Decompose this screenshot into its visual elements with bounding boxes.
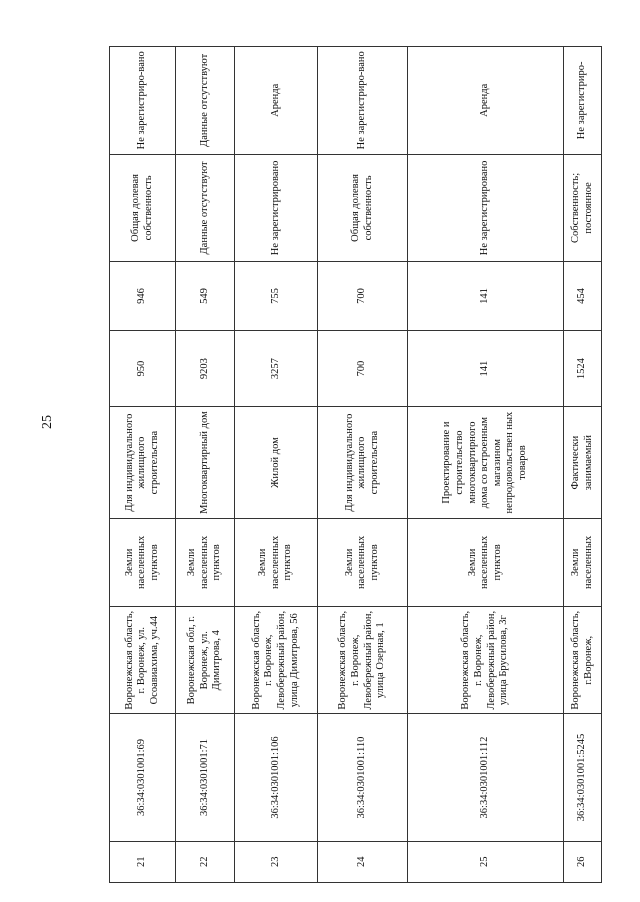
encumbrance: Аренда [235, 47, 318, 155]
table-row [110, 47, 176, 883]
area: 141 [408, 330, 564, 406]
encumbrance: Данные отсутствуют [176, 47, 235, 155]
right-type: Не зарегистрировано [408, 154, 564, 262]
address: Воронежская обл, г. Воронеж, ул. Димитрова, 4 [176, 606, 235, 714]
table-row [318, 47, 408, 883]
permitted-use: Проектирование и строительство многоквартирного дома со встроенным магазином непродовольствен ных товаров [408, 407, 564, 518]
land-category: Земли населенных пунктов [408, 518, 564, 606]
row-number: 22 [176, 841, 235, 882]
area: 3257 [235, 330, 318, 406]
address: Воронежская область, г. Воронеж, ул. Осоавиахима, уч.44 [110, 606, 176, 714]
table-row [564, 47, 602, 883]
land-category: Земли населенных пунктов [235, 518, 318, 606]
address: Воронежская область, г. Воронеж, Левобережный район, улица Брусилова, 3г [408, 606, 564, 714]
address: Воронежская область, г. Воронеж, Левобережный район, улица Озерная, 1 [318, 606, 408, 714]
cadastral-number: 36:34:0301001:5245 [564, 714, 602, 841]
encumbrance: Не зарегистриро-вано [318, 47, 408, 155]
encumbrance: Аренда [408, 47, 564, 155]
encumbrance: Не зарегистриро- [564, 47, 602, 155]
row-number: 24 [318, 841, 408, 882]
permitted-use: Для индивидуального жилищного строительства [318, 407, 408, 518]
right-type: Общая долевая собственность [318, 154, 408, 262]
rotated-table-container [109, 46, 601, 883]
land-category: Земли населенных пунктов [176, 518, 235, 606]
area-secondary: 141 [408, 262, 564, 331]
area-secondary: 946 [110, 262, 176, 331]
cadastral-number: 36:34:0301001:71 [176, 714, 235, 841]
area: 1524 [564, 330, 602, 406]
address: Воронежская область, г.Воронеж, [564, 606, 602, 714]
row-number: 23 [235, 841, 318, 882]
table-row [176, 47, 235, 883]
area-secondary: 700 [318, 262, 408, 331]
cadastral-number: 36:34:0301001:106 [235, 714, 318, 841]
right-type: Данные отсутствуют [176, 154, 235, 262]
area: 950 [110, 330, 176, 406]
permitted-use: Для индивидуального жилищного строительства [110, 407, 176, 518]
page-number: 25 [40, 415, 55, 429]
land-category: Земли населенных пунктов [318, 518, 408, 606]
right-type: Не зарегистрировано [235, 154, 318, 262]
cadastral-number: 36:34:0301001:110 [318, 714, 408, 841]
row-number: 21 [110, 841, 176, 882]
table-row [235, 47, 318, 883]
encumbrance: Не зарегистриро-вано [110, 47, 176, 155]
area-secondary: 755 [235, 262, 318, 331]
table-row [408, 47, 564, 883]
permitted-use: Жилой дом [235, 407, 318, 518]
area: 700 [318, 330, 408, 406]
area-secondary: 549 [176, 262, 235, 331]
land-category: Земли населенных пунктов [110, 518, 176, 606]
address: Воронежская область, г. Воронеж, Левобережный район, улица Димитрова, 56 [235, 606, 318, 714]
cadastral-number: 36:34:0301001:112 [408, 714, 564, 841]
row-number: 25 [408, 841, 564, 882]
permitted-use: Многоквартирный дом [176, 407, 235, 518]
area-secondary: 454 [564, 262, 602, 331]
land-plots-table [109, 46, 602, 883]
right-type: Собственность; постоянное [564, 154, 602, 262]
area: 9203 [176, 330, 235, 406]
land-category: Земли населенных [564, 518, 602, 606]
permitted-use: Фактически занимаемый [564, 407, 602, 518]
cadastral-number: 36:34:0301001:69 [110, 714, 176, 841]
right-type: Общая долевая собственность [110, 154, 176, 262]
row-number: 26 [564, 841, 602, 882]
